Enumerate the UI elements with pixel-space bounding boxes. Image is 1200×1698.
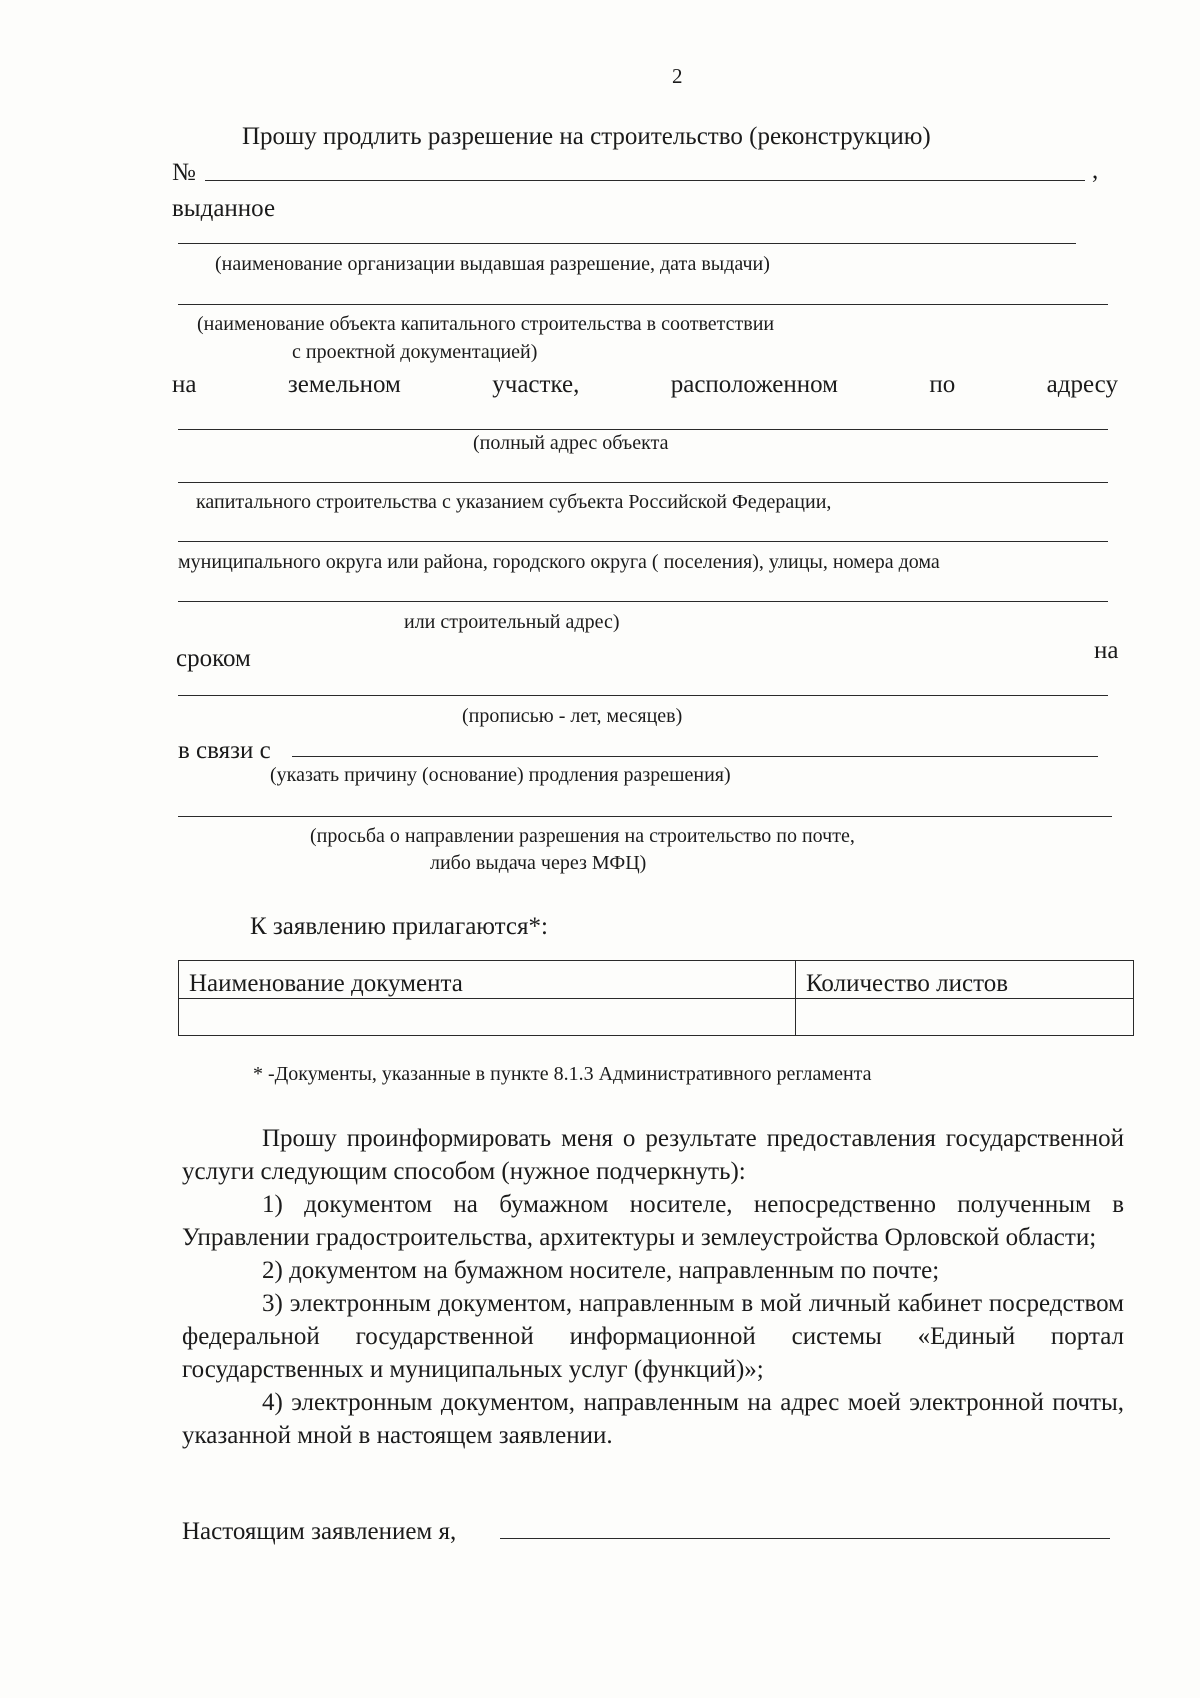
caption-delivery-2: либо выдача через МФЦ) <box>430 852 647 874</box>
notification-option-4[interactable]: 4) электронным документом, направленным на адрес моей электронной почты, указанной мной в настоящем заявлении. <box>182 1389 1124 1449</box>
table-row <box>179 999 1134 1036</box>
permit-number-field[interactable] <box>205 180 1085 181</box>
word-at: по <box>929 371 956 398</box>
consent-label: Настоящим заявлением я, <box>182 1518 457 1545</box>
column-sheet-count: Количество листов <box>796 961 1134 999</box>
word-located: расположенном <box>670 371 838 398</box>
caption-address-3: муниципального округа или района, городского округа ( поселения), улицы, номера дома <box>178 551 940 573</box>
attachments-footnote: * -Документы, указанные в пункте 8.1.3 Административного регламента <box>253 1063 872 1085</box>
attachments-table <box>178 960 1134 1036</box>
sheet-count-cell[interactable] <box>796 999 1134 1036</box>
column-document-name: Наименование документа <box>179 961 796 999</box>
caption-address-1: (полный адрес объекта <box>473 432 669 454</box>
caption-address-2: капитального строительства с указанием субъекта Российской Федерации, <box>196 491 832 513</box>
address-field-3[interactable] <box>178 541 1108 542</box>
term-suffix: на <box>1094 637 1119 664</box>
notification-intro: Прошу проинформировать меня о результате предоставления государственной услуги следующим способом (нужное подчеркнуть): <box>182 1125 1124 1185</box>
delivery-field[interactable] <box>178 816 1112 817</box>
caption-address-4: или строительный адрес) <box>404 611 620 633</box>
word-on: на <box>172 371 197 398</box>
word-address: адресу <box>1046 371 1118 398</box>
table-header-row <box>179 961 1134 999</box>
document-name-cell[interactable] <box>179 999 796 1036</box>
issuing-organization-field[interactable] <box>178 243 1076 244</box>
notification-option-1[interactable]: 1) документом на бумажном носителе, непосредственно полученным в Управлении градостроительства, архитектуры и землеустройства Орловской области; <box>182 1191 1124 1251</box>
term-label: сроком <box>176 645 251 672</box>
reason-label: в связи с <box>178 737 271 764</box>
reason-field[interactable] <box>292 756 1098 757</box>
caption-delivery-1: (просьба о направлении разрешения на строительство по почте, <box>310 825 855 847</box>
word-plot: участке, <box>492 371 580 398</box>
attachments-heading: К заявлению прилагаются*: <box>250 913 548 940</box>
permit-number-suffix: , <box>1092 157 1099 184</box>
issued-label: выданное <box>172 195 276 222</box>
object-name-field[interactable] <box>178 304 1108 305</box>
address-field-1[interactable] <box>178 429 1108 430</box>
notification-option-2[interactable]: 2) документом на бумажном носителе, направленным по почте; <box>262 1257 940 1284</box>
notification-section <box>182 1122 1124 1452</box>
notification-option-3[interactable]: 3) электронным документом, направленным в мой личный кабинет посредством федеральной государственной информационной системы «Единый портал государственных и муниципальных услуг (функций)»; <box>182 1290 1124 1383</box>
caption-reason: (указать причину (основание) продления разрешения) <box>270 764 731 786</box>
caption-object-name-2: с проектной документацией) <box>292 341 538 363</box>
caption-object-name-1: (наименование объекта капитального строительства в соответствии <box>197 313 775 335</box>
caption-issuing-organization: (наименование организации выдавшая разрешение, дата выдачи) <box>215 253 770 275</box>
address-field-2[interactable] <box>178 482 1108 483</box>
request-title: Прошу продлить разрешение на строительство (реконструкцию) <box>242 123 931 150</box>
caption-term: (прописью - лет, месяцев) <box>462 705 683 727</box>
term-field[interactable] <box>178 695 1108 696</box>
land-plot-location-line <box>172 372 1118 397</box>
applicant-name-field[interactable] <box>500 1538 1110 1539</box>
address-field-4[interactable] <box>178 601 1108 602</box>
word-land: земельном <box>287 371 401 398</box>
page-number: 2 <box>672 64 683 88</box>
permit-number-label: № <box>172 159 196 186</box>
